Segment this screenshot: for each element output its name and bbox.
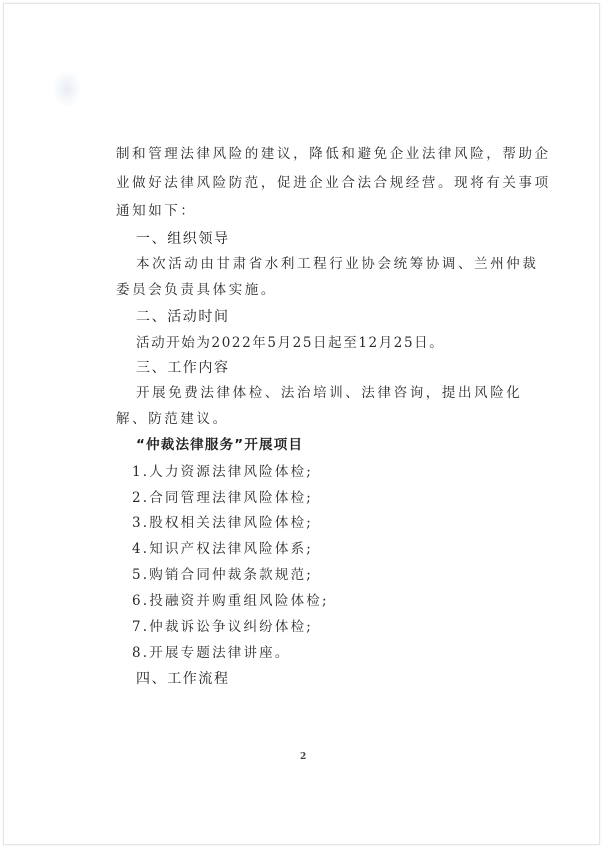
intro-line-3: 通知如下： xyxy=(116,203,197,219)
scan-mark xyxy=(52,70,82,108)
project-item-1: 1.人力资源法律风险体检; xyxy=(132,464,314,480)
project-item-4: 4.知识产权法律风险体系; xyxy=(132,541,314,557)
intro-line-2: 业做好法律风险防范，促进企业合法合规经营。现将有关事项 xyxy=(116,175,551,191)
project-item-3: 3.股权相关法律风险体检; xyxy=(132,515,314,531)
section-content-line-1: 开展免费法律体检、法治培训、法律咨询，提出风险化 xyxy=(136,385,523,401)
section-content-line-2: 解、防范建议。 xyxy=(116,411,229,427)
section-heading-content: 三、工作内容 xyxy=(136,360,230,376)
project-item-5: 5.购销合同仲裁条款规范; xyxy=(132,567,314,583)
intro-line-1: 制和管理法律风险的建议，降低和避免企业法律风险，帮助企 xyxy=(116,146,551,162)
section-organization-line-2: 委员会负责具体实施。 xyxy=(116,282,277,298)
project-item-6: 6.投融资并购重组风险体检; xyxy=(132,593,329,609)
project-heading: “仲裁法律服务”开展项目 xyxy=(136,437,304,453)
page-number: 2 xyxy=(300,752,307,762)
document-page xyxy=(3,3,600,845)
section-heading-time: 二、活动时间 xyxy=(136,309,230,325)
section-heading-workflow: 四、工作流程 xyxy=(136,671,230,687)
section-heading-organization: 一、组织领导 xyxy=(136,231,230,247)
section-time-line-1: 活动开始为2022年5月25日起至12月25日。 xyxy=(136,335,445,351)
project-item-8: 8.开展专题法律讲座。 xyxy=(132,645,291,661)
project-item-2: 2.合同管理法律风险体检; xyxy=(132,490,314,506)
section-organization-line-1: 本次活动由甘肃省水利工程行业协会统筹协调、兰州仲裁 xyxy=(136,256,539,272)
project-item-7: 7.仲裁诉讼争议纠纷体检; xyxy=(132,619,314,635)
